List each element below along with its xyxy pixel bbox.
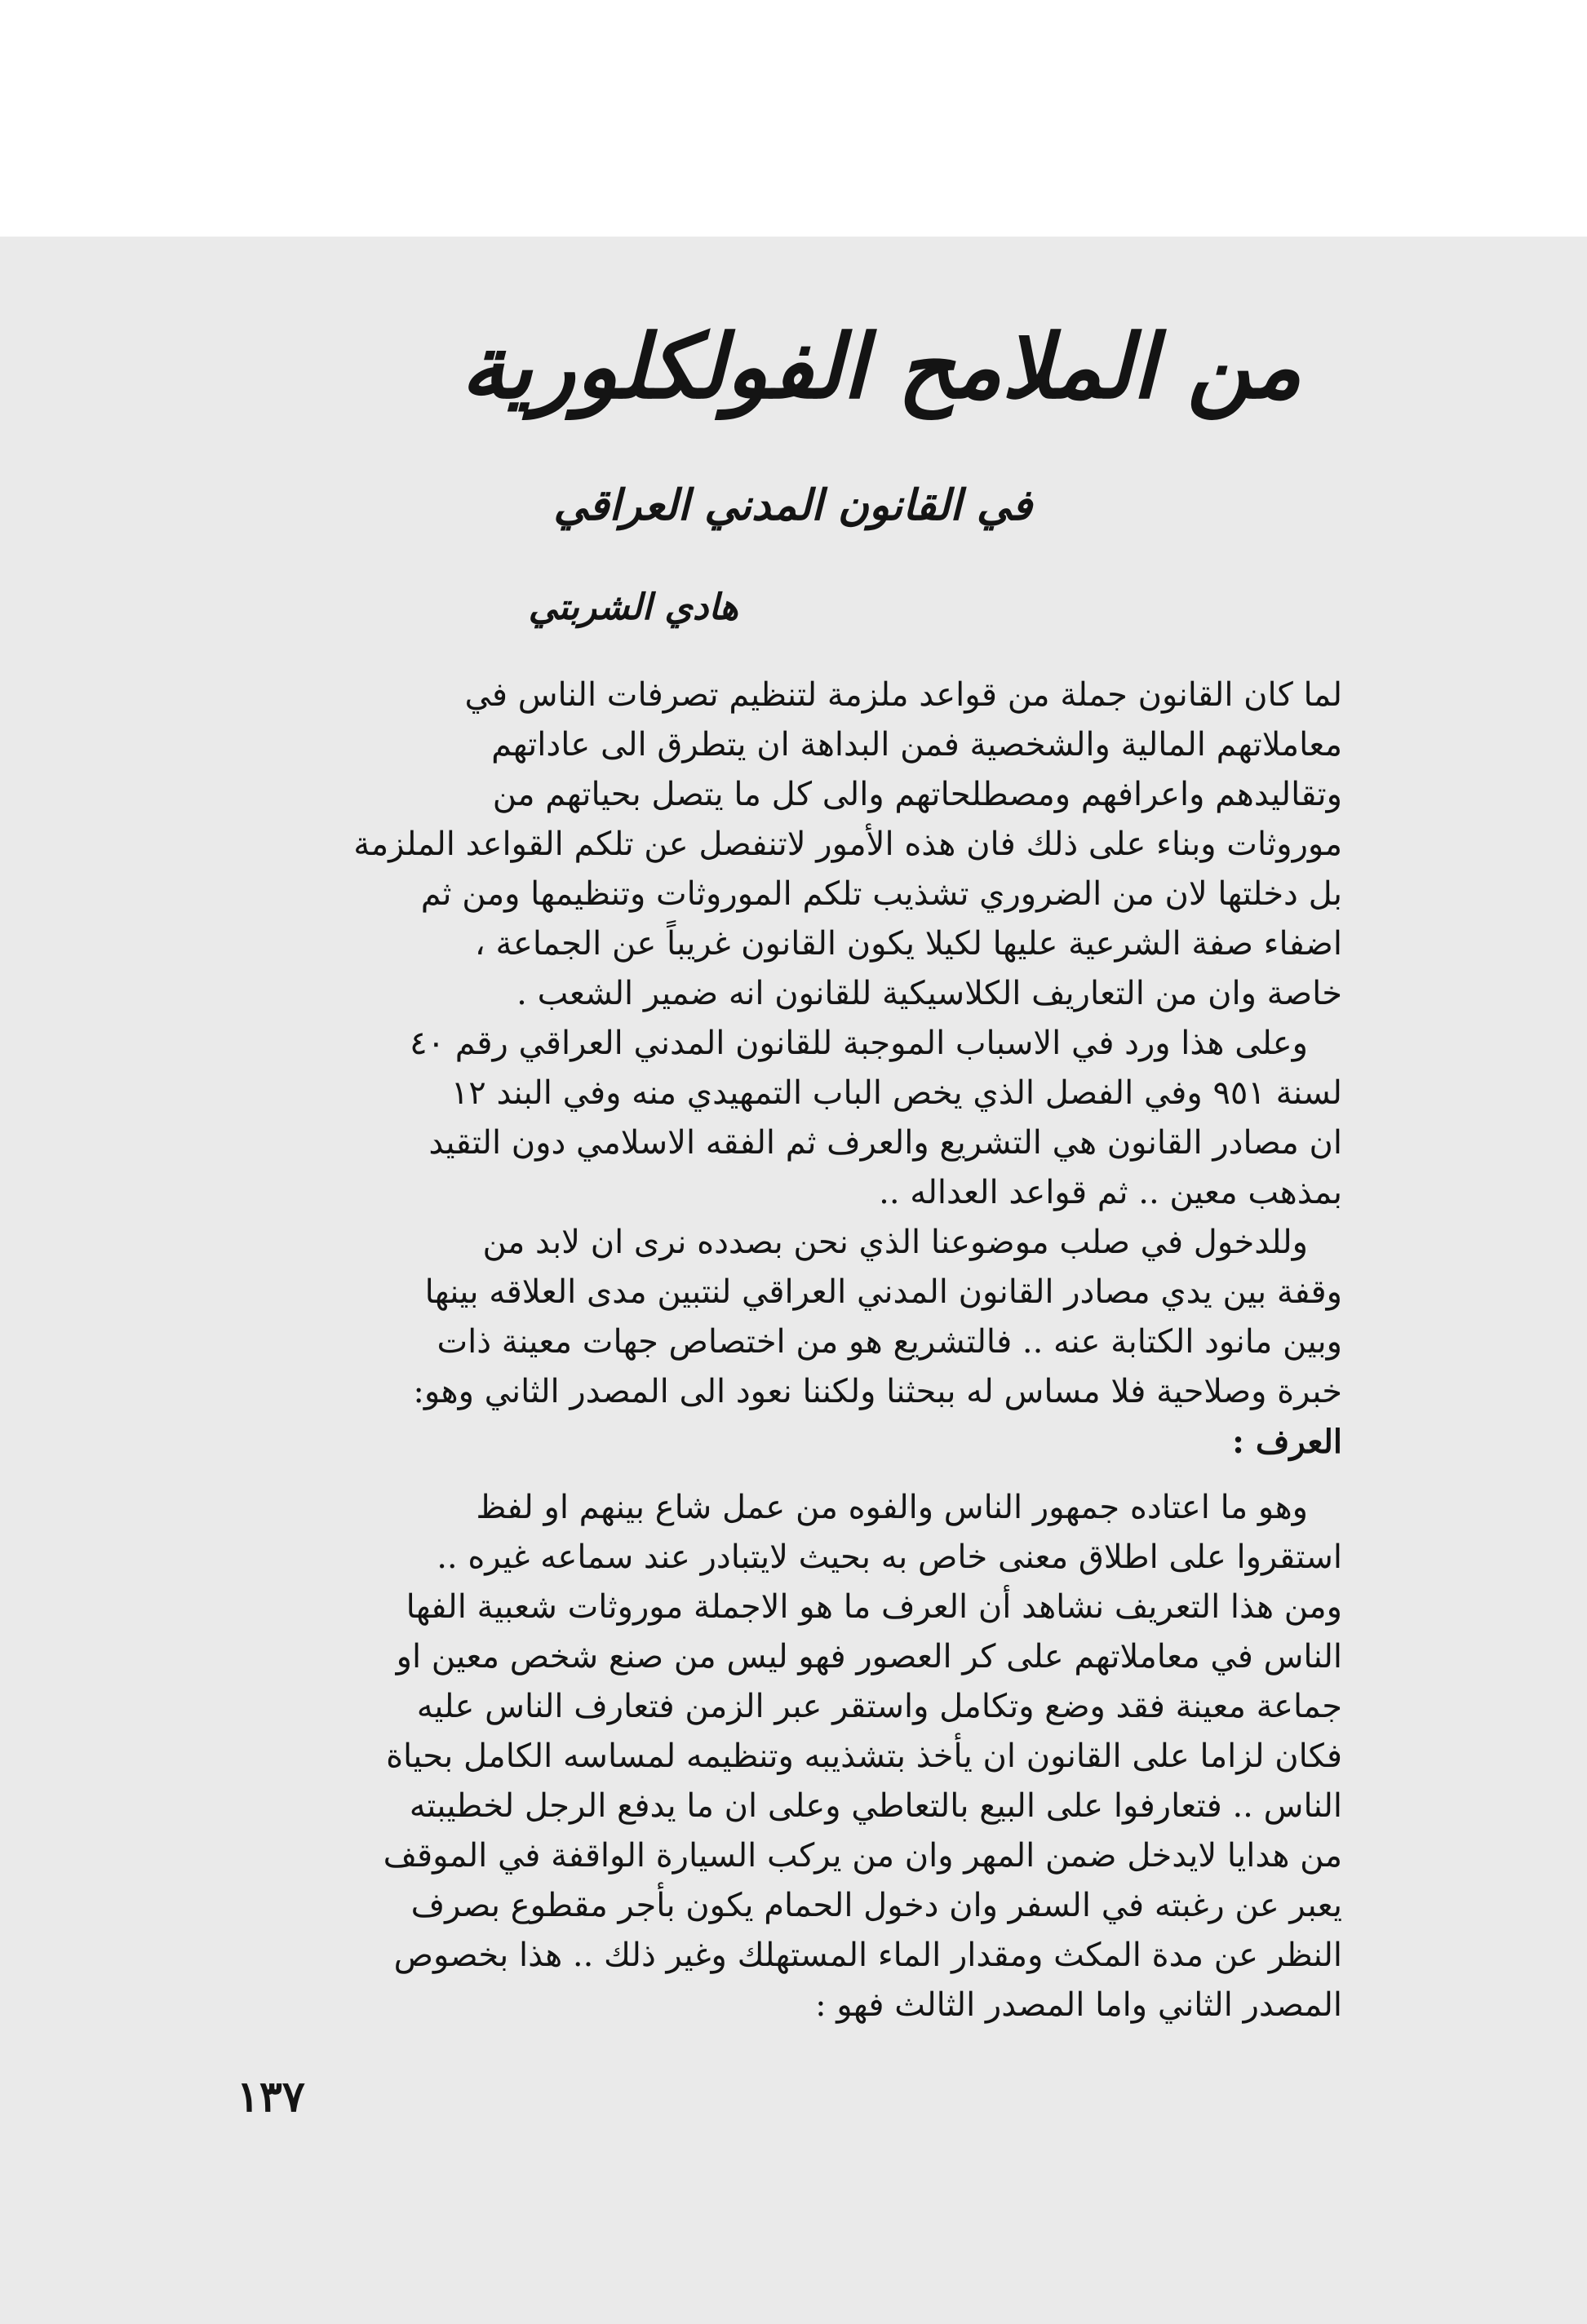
page-number: ١٣٧ [237,2072,305,2122]
text-line: ومن هذا التعريف نشاهد أن العرف ما هو الاجملة موروثات شعبية الفها [406,1588,1342,1626]
text-line: لسنة ٩٥١ وفي الفصل الذي يخص الباب التمهيدي منه وفي البند ١٢ [450,1074,1342,1112]
section-heading: العرف : [1232,1423,1342,1461]
text-line: بل دخلتها لان من الضروري تشذيب تلكم الموروثات وتنظيمها ومن ثم [420,875,1342,913]
article-title: من الملامح الفولكلورية [460,316,1301,418]
text-line: ان مصادر القانون هي التشريع والعرف ثم الفقه الاسلامي دون التقيد [428,1124,1342,1162]
text-line: وقفة بين يدي مصادر القانون المدني العراقي لنتبين مدى العلاقه بينها [424,1273,1342,1311]
text-line: وللدخول في صلب موضوعنا الذي نحن بصدده نرى ان لابد من [482,1224,1308,1261]
text-line: بمذهب معين .. ثم قواعد العداله .. [879,1174,1342,1211]
text-line: موروثات وبناء على ذلك فان هذه الأمور لاتنفصل عن تلكم القواعد الملزمة [353,826,1342,863]
text-line: استقروا على اطلاق معنى خاص به بحيث لايتبادر عند سماعه غيره .. [437,1538,1342,1576]
text-line: اضفاء صفة الشرعية عليها لكيلا يكون القانون غريباً عن الجماعة ، [474,925,1342,963]
text-line: خاصة وان من التعاريف الكلاسيكية للقانون انه ضمير الشعب . [516,975,1342,1012]
text-line: النظر عن مدة المكث ومقدار الماء المستهلك وغير ذلك .. هذا بخصوص [393,1937,1342,1974]
article-body [245,671,1342,2030]
text-line: وهو ما اعتاده جمهور الناس والفوه من عمل شاع بينهم او لفظ [476,1489,1308,1526]
article-author: هادي الشربتي [528,587,738,628]
text-line: وعلى هذا ورد في الاسباب الموجبة للقانون المدني العراقي رقم ٤٠ [410,1025,1308,1062]
text-line: وتقاليدهم واعرافهم ومصطلحاتهم والى كل ما يتصل بحياتهم من [492,776,1342,813]
text-line: المصدر الثاني واما المصدر الثالث فهو : [815,1986,1342,2024]
text-line: من هدايا لايدخل ضمن المهر وان من يركب السيارة الواقفة في الموقف [383,1837,1342,1875]
article [245,310,1342,2202]
text-line: الناس في معاملاتهم على كر العصور فهو ليس من صنع شخص معين او [396,1638,1342,1675]
text-line: جماعة معينة فقد وضع وتكامل واستقر عبر الزمن فتعارف الناس عليه [416,1688,1342,1725]
text-line: الناس .. فتعارفوا على البيع بالتعاطي وعلى ان ما يدفع الرجل لخطيبته [409,1787,1342,1825]
text-line: لما كان القانون جملة من قواعد ملزمة لتنظيم تصرفات الناس في [464,676,1342,714]
text-line: يعبر عن رغبته في السفر وان دخول الحمام يكون بأجر مقطوع بصرف [410,1887,1342,1924]
text-line: معاملاتهم المالية والشخصية فمن البداهة ان يتطرق الى عاداتهم [491,726,1342,764]
article-subtitle: في القانون المدني العراقي [553,480,1032,530]
text-line: فكان لزاما على القانون ان يأخذ بتشذيبه وتنظيمه لمساسه الكامل بحياة [386,1737,1342,1775]
text-line: خبرة وصلاحية فلا مساس له ببحثنا ولكننا نعود الى المصدر الثاني وهو: [413,1373,1342,1410]
text-line: وبين مانود الكتابة عنه .. فالتشريع هو من اختصاص جهات معينة ذات [437,1323,1342,1361]
